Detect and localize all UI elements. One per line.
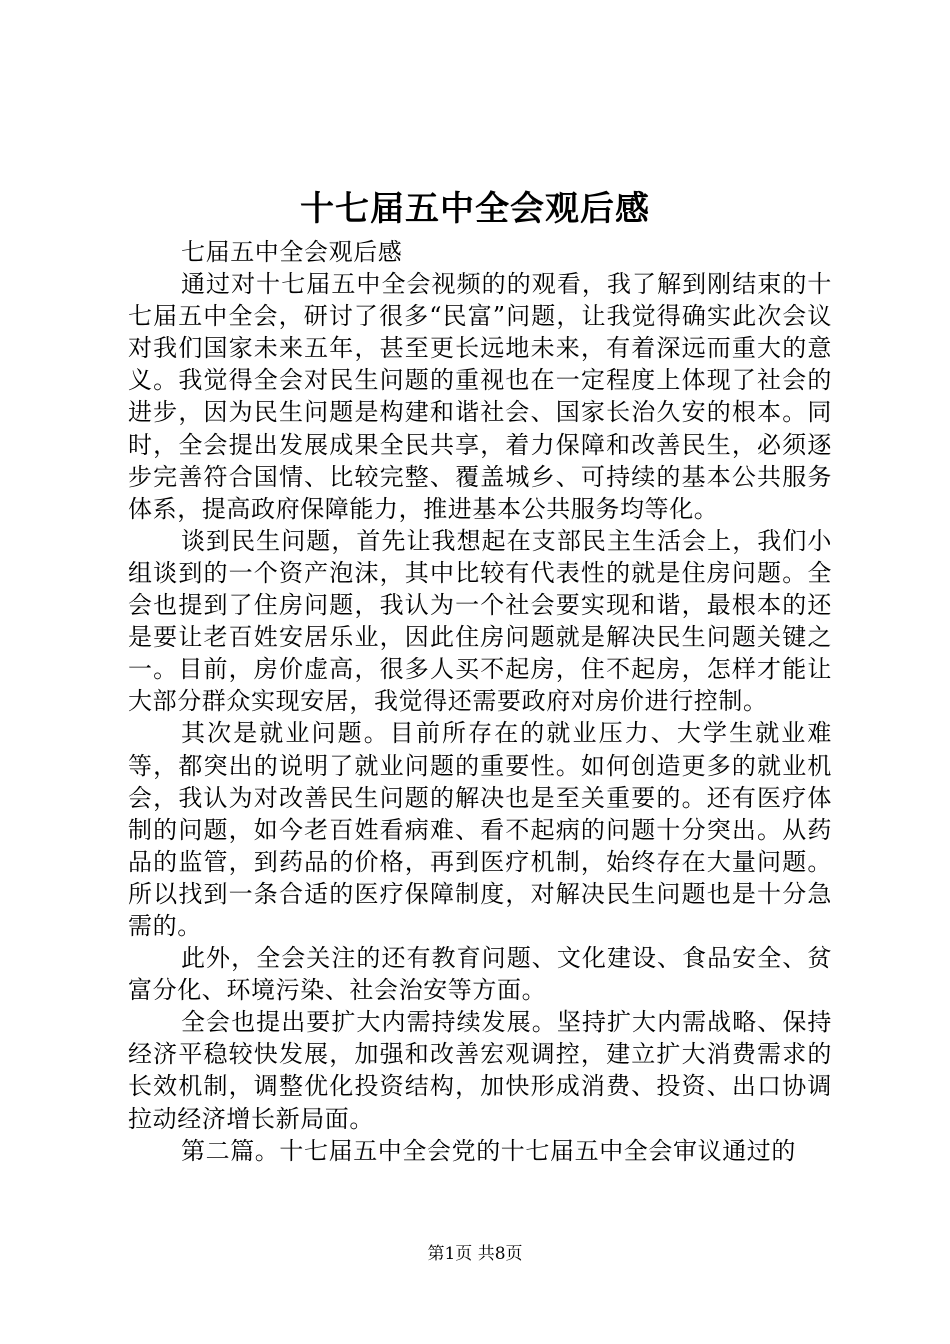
paragraph-4: 此外，全会关注的还有教育问题、文化建设、食品安全、贫富分化、环境污染、社会治安等方面。 — [128, 944, 832, 1005]
paragraph-subtitle: 七届五中全会观后感 — [181, 238, 403, 266]
paragraph-1: 通过对十七届五中全会视频的的观看，我了解到刚结束的十七届五中全会，研讨了很多“民富”问题，让我觉得确实此次会议对我们国家未来五年，甚至更长远地未来，有着深远而重大的意义。我觉得全会对民生问题的重视也在一定程度上体现了社会的进步，因为民生问题是构建和谐社会、国家长治久安的根本。同时，全会提出发展成果全民共享，着力保障和改善民生，必须逐步完善符合国情、比较完整、覆盖城乡、可持续的基本公共服务体系，提高政府保障能力，推进基本公共服务均等化。 — [128, 270, 832, 523]
paragraph-6: 第二篇。十七届五中全会党的十七届五中全会审议通过的 — [181, 1136, 796, 1165]
paragraph-2: 谈到民生问题，首先让我想起在支部民主生活会上，我们小组谈到的一个资产泡沫，其中比较有代表性的就是住房问题。全会也提到了住房问题，我认为一个社会要实现和谐，最根本的还是要让老百姓安居乐业，因此住房问题就是解决民生问题关键之一。目前，房价虚高，很多人买不起房，住不起房，怎样才能让大部分群众实现安居，我觉得还需要政府对房价进行控制。 — [128, 526, 832, 716]
page-footer: 第1页 共8页 — [427, 1244, 523, 1264]
page-title: 十七届五中全会观后感 — [300, 189, 650, 229]
document-body — [128, 236, 832, 1167]
paragraph-3: 其次是就业问题。目前所存在的就业压力、大学生就业难等，都突出的说明了就业问题的重要性。如何创造更多的就业机会，我认为对改善民生问题的解决也是至关重要的。还有医疗体制的问题，如今老百姓看病难、看不起病的问题十分突出。从药品的监管，到药品的价格，再到医疗机制，始终存在大量问题。所以找到一条合适的医疗保障制度，对解决民生问题也是十分急需的。 — [128, 719, 832, 940]
paragraph-5: 全会也提出要扩大内需持续发展。坚持扩大内需战略、保持经济平稳较快发展，加强和改善宏观调控，建立扩大消费需求的长效机制，调整优化投资结构，加快形成消费、投资、出口协调拉动经济增长新局面。 — [128, 1008, 832, 1133]
